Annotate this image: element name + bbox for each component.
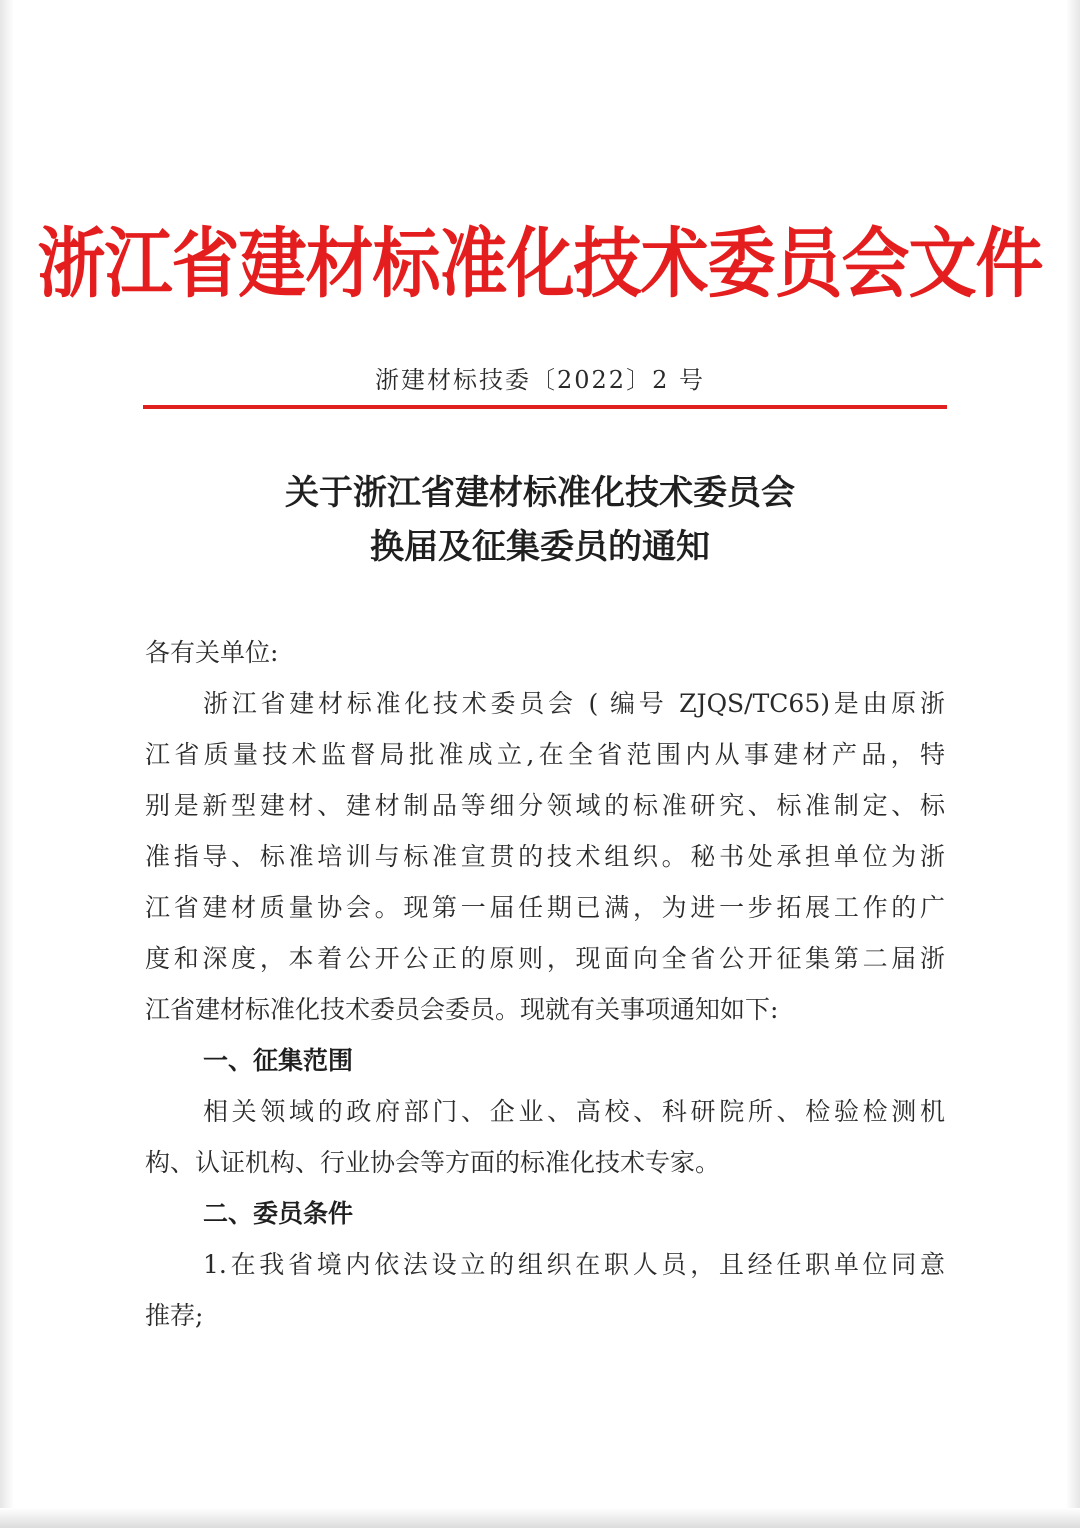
section-heading-scope: 一、征集范围: [203, 1046, 354, 1075]
document-number: 浙建材标技委〔2022〕2 号: [375, 366, 705, 394]
section-heading-conditions: 二、委员条件: [203, 1199, 354, 1228]
intro-line: 准指导、标准培训与标准宣贯的技术组织。秘书处承担单位为浙: [145, 842, 945, 871]
page-shadow-bottom: [0, 1508, 1080, 1528]
notice-body: [145, 627, 945, 1341]
condition-line: 推荐;: [145, 1301, 204, 1330]
notice-title-line-2: 换届及征集委员的通知: [370, 527, 710, 567]
condition-line: 1.在我省境内依法设立的组织在职人员，且经任职单位同意: [203, 1250, 945, 1279]
intro-line: 别是新型建材、建材制品等细分领域的标准研究、标准制定、标: [145, 791, 945, 820]
intro-line: 江省建材质量协会。现第一届任期已满，为进一步拓展工作的广: [145, 893, 945, 922]
scope-line: 相关领域的政府部门、企业、高校、科研院所、检验检测机: [203, 1097, 945, 1126]
intro-line: 江省质量技术监督局批准成立,在全省范围内从事建材产品，特: [145, 740, 945, 769]
notice-title: [0, 466, 1080, 574]
intro-line: 江省建材标准化技术委员会委员。现就有关事项通知如下:: [145, 995, 779, 1024]
red-masthead: 浙江省建材标准化技术委员会文件: [37, 220, 1043, 310]
intro-line: 度和深度，本着公开公正的原则，现面向全省公开征集第二届浙: [145, 944, 945, 973]
section-conditions-text: [145, 1239, 945, 1341]
salutation: 各有关单位:: [145, 638, 279, 667]
intro-paragraph: [145, 678, 945, 1035]
scope-line: 构、认证机构、行业协会等方面的标准化技术专家。: [145, 1148, 721, 1177]
notice-title-line-1: 关于浙江省建材标准化技术委员会: [285, 473, 795, 513]
red-divider-line: [143, 405, 947, 409]
intro-line: 浙江省建材标准化技术委员会 ( 编号 ZJQS/TC65)是由原浙: [203, 689, 945, 718]
section-scope-text: [145, 1086, 945, 1188]
